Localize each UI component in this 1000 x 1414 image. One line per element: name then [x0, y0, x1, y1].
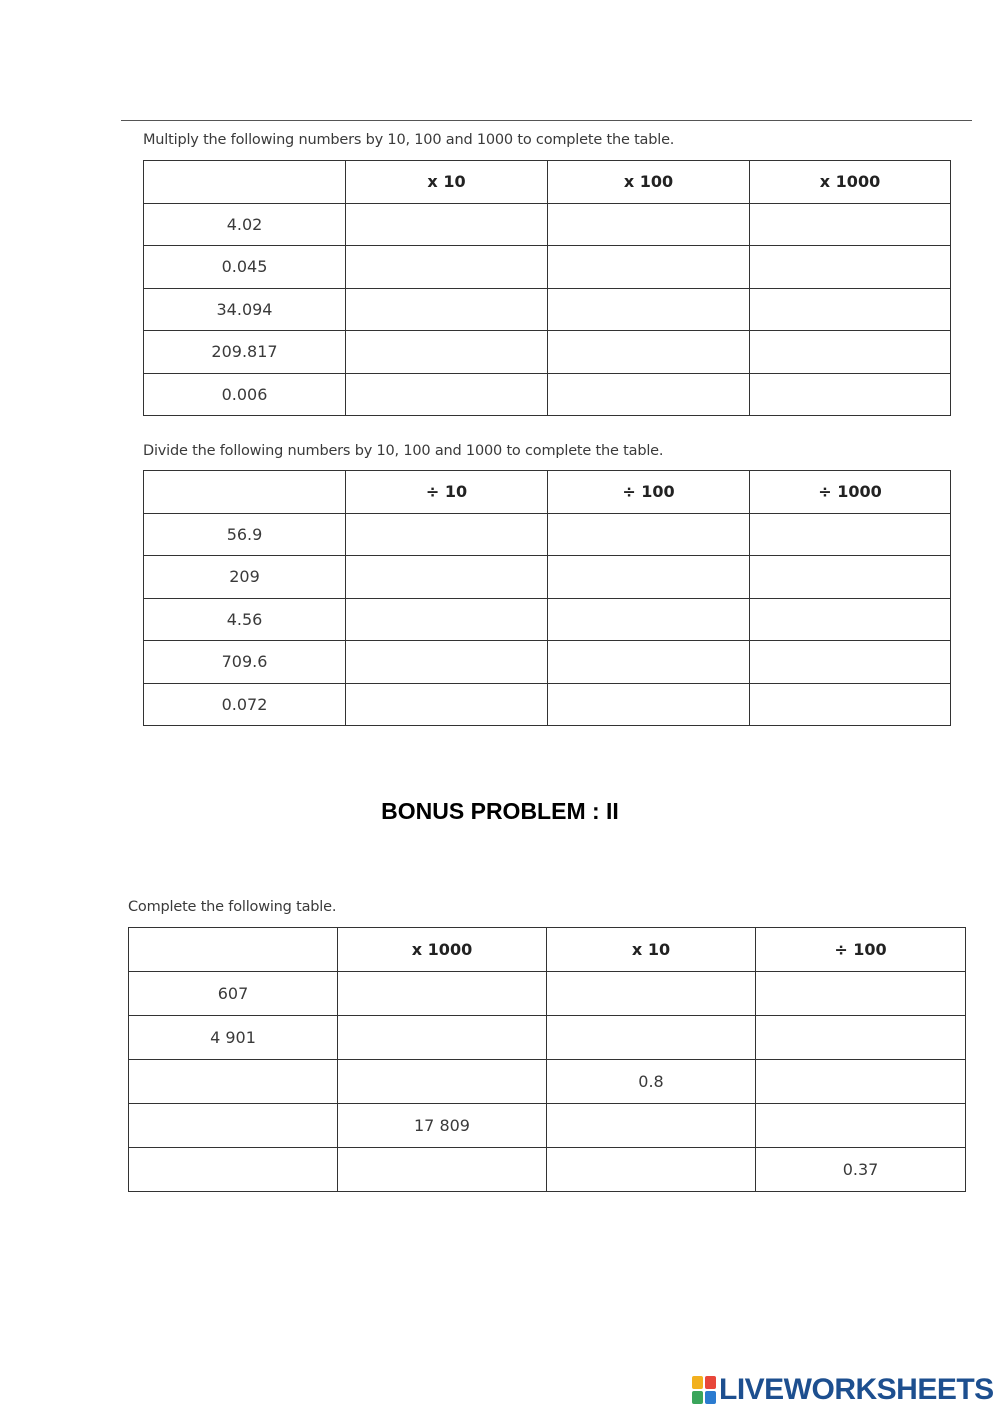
- answer-cell[interactable]: [547, 1148, 756, 1192]
- answer-cell[interactable]: [756, 972, 966, 1016]
- answer-cell[interactable]: [129, 1104, 338, 1148]
- header-cell: x 10: [547, 928, 756, 972]
- divide-instruction: Divide the following numbers by 10, 100 and 1000 to complete the table.: [143, 443, 664, 459]
- answer-cell[interactable]: [129, 1148, 338, 1192]
- answer-cell[interactable]: [548, 641, 750, 684]
- answer-cell[interactable]: [750, 331, 951, 374]
- table-row: [129, 1104, 966, 1148]
- row-label: 209.817: [144, 331, 346, 374]
- answer-cell[interactable]: [548, 556, 750, 599]
- table-row: [129, 1016, 966, 1060]
- row-label: 709.6: [144, 641, 346, 684]
- row-label: 4.02: [144, 203, 346, 246]
- table-row: [144, 373, 951, 416]
- logo-square: [705, 1391, 716, 1404]
- header-cell: x 10: [346, 161, 548, 204]
- answer-cell[interactable]: [756, 1104, 966, 1148]
- header-cell: [129, 928, 338, 972]
- table-row: [129, 972, 966, 1016]
- answer-cell[interactable]: [129, 1060, 338, 1104]
- header-cell: [144, 471, 346, 514]
- answer-cell[interactable]: [346, 203, 548, 246]
- answer-cell[interactable]: [346, 373, 548, 416]
- answer-cell[interactable]: [338, 972, 547, 1016]
- answer-cell[interactable]: [548, 331, 750, 374]
- answer-cell[interactable]: [346, 683, 548, 726]
- header-cell: x 100: [548, 161, 750, 204]
- answer-cell[interactable]: [346, 598, 548, 641]
- multiply-instruction: Multiply the following numbers by 10, 100 and 1000 to complete the table.: [143, 132, 675, 148]
- table-row: [144, 331, 951, 374]
- answer-cell[interactable]: [750, 288, 951, 331]
- table-row: [144, 683, 951, 726]
- answer-cell[interactable]: [548, 246, 750, 289]
- answer-cell[interactable]: [346, 641, 548, 684]
- answer-cell[interactable]: [547, 972, 756, 1016]
- answer-cell[interactable]: [547, 1104, 756, 1148]
- answer-cell[interactable]: [750, 203, 951, 246]
- answer-cell[interactable]: [346, 513, 548, 556]
- answer-cell[interactable]: [548, 288, 750, 331]
- answer-cell[interactable]: [548, 203, 750, 246]
- answer-cell[interactable]: [548, 598, 750, 641]
- table-row: [144, 288, 951, 331]
- table-row: [129, 1148, 966, 1192]
- given-cell: 0.8: [547, 1060, 756, 1104]
- answer-cell[interactable]: [346, 556, 548, 599]
- header-cell: [144, 161, 346, 204]
- table-row: [144, 641, 951, 684]
- table-header-row: [129, 928, 966, 972]
- answer-cell[interactable]: [756, 1016, 966, 1060]
- row-label: 209: [144, 556, 346, 599]
- divide-table: [143, 470, 951, 726]
- complete-instruction: Complete the following table.: [128, 899, 337, 915]
- answer-cell[interactable]: [750, 598, 951, 641]
- bonus-table: [128, 927, 966, 1192]
- answer-cell[interactable]: [346, 331, 548, 374]
- logo-mark-icon: [692, 1376, 716, 1404]
- header-cell: x 1000: [338, 928, 547, 972]
- header-cell: ÷ 1000: [750, 471, 951, 514]
- row-label: 0.006: [144, 373, 346, 416]
- answer-cell[interactable]: [756, 1060, 966, 1104]
- answer-cell[interactable]: [750, 556, 951, 599]
- header-cell: ÷ 100: [548, 471, 750, 514]
- answer-cell[interactable]: [338, 1148, 547, 1192]
- row-label: 0.045: [144, 246, 346, 289]
- given-cell: 0.37: [756, 1148, 966, 1192]
- answer-cell[interactable]: [750, 641, 951, 684]
- answer-cell[interactable]: [750, 373, 951, 416]
- given-cell: 17 809: [338, 1104, 547, 1148]
- header-cell: ÷ 100: [756, 928, 966, 972]
- row-label: 56.9: [144, 513, 346, 556]
- table-row: [144, 513, 951, 556]
- answer-cell[interactable]: [346, 288, 548, 331]
- answer-cell[interactable]: [750, 683, 951, 726]
- table-row: [144, 598, 951, 641]
- table-header-row: [144, 471, 951, 514]
- logo-square: [692, 1376, 703, 1389]
- table-row: [144, 556, 951, 599]
- answer-cell[interactable]: [548, 683, 750, 726]
- given-cell: 607: [129, 972, 338, 1016]
- logo-text: LIVEWORKSHEETS: [719, 1373, 994, 1406]
- table-row: [129, 1060, 966, 1104]
- row-label: 4.56: [144, 598, 346, 641]
- bonus-title: BONUS PROBLEM : II: [381, 798, 619, 824]
- header-cell: ÷ 10: [346, 471, 548, 514]
- top-divider: [121, 120, 972, 121]
- answer-cell[interactable]: [346, 246, 548, 289]
- liveworksheets-logo: [692, 1372, 994, 1408]
- row-label: 34.094: [144, 288, 346, 331]
- table-row: [144, 203, 951, 246]
- answer-cell[interactable]: [548, 513, 750, 556]
- table-header-row: [144, 161, 951, 204]
- answer-cell[interactable]: [547, 1016, 756, 1060]
- answer-cell[interactable]: [338, 1060, 547, 1104]
- logo-square: [705, 1376, 716, 1389]
- given-cell: 4 901: [129, 1016, 338, 1060]
- multiply-table: [143, 160, 951, 416]
- logo-square: [692, 1391, 703, 1404]
- header-cell: x 1000: [750, 161, 951, 204]
- answer-cell[interactable]: [548, 373, 750, 416]
- table-row: [144, 246, 951, 289]
- row-label: 0.072: [144, 683, 346, 726]
- answer-cell[interactable]: [750, 513, 951, 556]
- answer-cell[interactable]: [750, 246, 951, 289]
- answer-cell[interactable]: [338, 1016, 547, 1060]
